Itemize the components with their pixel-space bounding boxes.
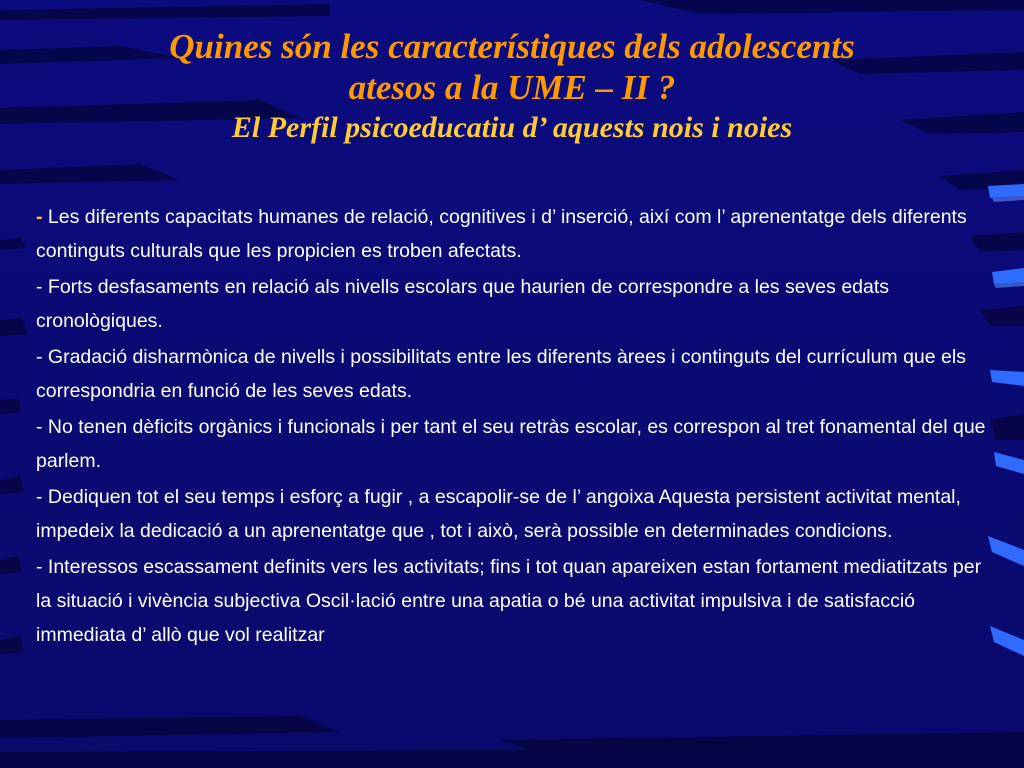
bullet-dash: -: [36, 276, 43, 298]
slide-title-line-1: Quines són les característiques dels adolescents: [169, 27, 855, 66]
bullet-item: [36, 550, 998, 652]
bullet-item: [36, 200, 998, 268]
slide-subtitle: El Perfil psicoeducatiu d’ aquests nois i noies: [231, 111, 793, 144]
bullet-text: Gradació disharmònica de nivells i possibilitats entre les diferents àrees i continguts del currículum que els correspondria en funció de les seves edats.: [36, 346, 966, 402]
bullet-text: Forts desfasaments en relació als nivells escolars que haurien de correspondre a les seves edats cronològiques.: [36, 276, 890, 332]
bullet-list: [36, 200, 998, 654]
bullet-item: [36, 410, 998, 478]
bullet-dash: -: [36, 556, 43, 578]
bullet-dash: -: [36, 346, 43, 368]
slide-title-line-2: atesos a la UME – II ?: [348, 68, 676, 107]
bullet-text: Les diferents capacitats humanes de relació, cognitives i d’ inserció, així com l’ aprenentatge dels diferents continguts culturals que les propicien es troben afectats.: [36, 206, 967, 262]
bullet-text: Interessos escassament definits vers les activitats; fins i tot quan apareixen estan fortament mediatitzats per la situació i vivència subjectiva Oscil·lació entre una apatia o bé una activitat impulsiva i de satisfacció immediata d’ allò que vol realitzar: [36, 556, 982, 646]
slide-title-block: [0, 26, 1024, 148]
bullet-dash: -: [36, 486, 43, 508]
bullet-item: [36, 340, 998, 408]
bullet-item: [36, 270, 998, 338]
bullet-text: Dediquen tot el seu temps i esforç a fugir , a escapolir-se de l’ angoixa Aquesta persistent activitat mental, impedeix la dedicació a un aprenentatge que , tot i això, serà possible en determinades condicions.: [36, 486, 961, 542]
bullet-dash: -: [36, 416, 43, 438]
bullet-item: [36, 480, 998, 548]
bullet-text: No tenen dèficits orgànics i funcionals i per tant el seu retràs escolar, es correspon al tret fonamental del que parlem.: [36, 416, 986, 472]
bullet-dash: -: [36, 206, 43, 228]
